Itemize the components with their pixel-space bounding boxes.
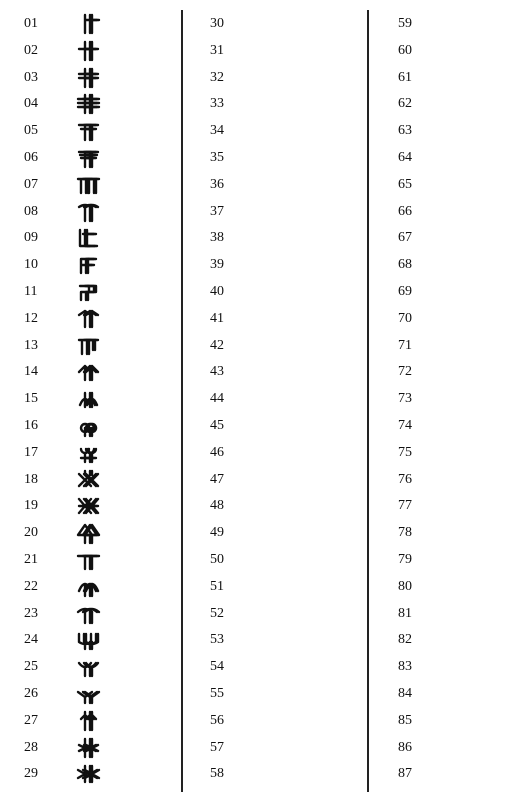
sign-number: 72 bbox=[398, 364, 412, 380]
sign-row bbox=[24, 492, 184, 519]
sign-number: 16 bbox=[24, 418, 38, 433]
sign-number: 70 bbox=[398, 310, 412, 326]
sign-number: 14 bbox=[24, 364, 38, 380]
sign-number: 64 bbox=[398, 150, 412, 165]
ancient-sign-glyph bbox=[80, 468, 104, 492]
ancient-sign-glyph bbox=[80, 521, 104, 545]
sign-row bbox=[210, 171, 370, 198]
sign-row bbox=[210, 332, 370, 359]
sign-row bbox=[398, 546, 531, 573]
sign-number: 36 bbox=[210, 176, 224, 192]
sign-number: 43 bbox=[210, 364, 224, 380]
sign-row bbox=[210, 10, 370, 37]
sign-row bbox=[210, 653, 370, 680]
ancient-sign-glyph bbox=[80, 709, 104, 733]
sign-number: 87 bbox=[398, 766, 412, 782]
sign-number: 65 bbox=[398, 176, 412, 192]
sign-row bbox=[398, 171, 531, 198]
sign-number: 25 bbox=[24, 659, 38, 675]
sign-row bbox=[210, 278, 370, 305]
sign-row bbox=[398, 90, 531, 117]
sign-row bbox=[210, 117, 370, 144]
sign-number: 37 bbox=[210, 203, 224, 219]
sign-number: 32 bbox=[210, 69, 224, 85]
sign-number: 57 bbox=[210, 739, 224, 755]
sign-row bbox=[398, 492, 531, 519]
sign-row bbox=[398, 358, 531, 385]
sign-number: 80 bbox=[398, 578, 412, 594]
sign-number: 13 bbox=[24, 337, 38, 353]
sign-row bbox=[398, 117, 531, 144]
sign-row bbox=[24, 653, 184, 680]
ancient-sign-glyph bbox=[80, 280, 104, 304]
sign-number: 54 bbox=[210, 659, 224, 675]
sign-number: 81 bbox=[398, 605, 412, 621]
sign-row bbox=[210, 37, 370, 64]
sign-number: 41 bbox=[210, 310, 224, 326]
sign-number: 15 bbox=[24, 391, 38, 407]
sign-row bbox=[24, 412, 184, 439]
sign-row bbox=[24, 64, 184, 91]
sign-row bbox=[24, 546, 184, 573]
sign-row bbox=[24, 251, 184, 278]
sign-row bbox=[210, 198, 370, 225]
sign-number: 85 bbox=[398, 712, 412, 728]
ancient-sign-glyph bbox=[80, 548, 104, 572]
sign-number: 38 bbox=[210, 230, 224, 246]
sign-row bbox=[24, 171, 184, 198]
sign-number: 12 bbox=[24, 310, 38, 326]
sign-row bbox=[398, 573, 531, 600]
sign-row bbox=[398, 519, 531, 546]
sign-row bbox=[24, 519, 184, 546]
sign-number: 06 bbox=[24, 150, 38, 165]
sign-row bbox=[24, 117, 184, 144]
sign-number: 45 bbox=[210, 418, 224, 433]
sign-row bbox=[210, 707, 370, 734]
column-divider-1 bbox=[181, 10, 183, 792]
sign-number: 23 bbox=[24, 605, 38, 621]
sign-number: 82 bbox=[398, 632, 412, 648]
sign-row bbox=[398, 439, 531, 466]
sign-row bbox=[398, 198, 531, 225]
ancient-sign-glyph bbox=[80, 200, 104, 224]
sign-row bbox=[210, 144, 370, 171]
sign-number: 11 bbox=[24, 284, 38, 299]
sign-row bbox=[398, 466, 531, 493]
sign-number: 62 bbox=[398, 96, 412, 112]
sign-number: 05 bbox=[24, 123, 38, 139]
sign-row bbox=[24, 90, 184, 117]
sign-row bbox=[210, 64, 370, 91]
sign-number: 66 bbox=[398, 203, 412, 219]
sign-row bbox=[210, 492, 370, 519]
sign-row bbox=[210, 760, 370, 787]
sign-number: 61 bbox=[398, 69, 412, 85]
sign-number: 48 bbox=[210, 498, 224, 514]
ancient-sign-glyph bbox=[80, 762, 104, 786]
ancient-sign-glyph bbox=[80, 387, 104, 411]
sign-row bbox=[24, 10, 184, 37]
sign-row bbox=[210, 573, 370, 600]
sign-number: 78 bbox=[398, 525, 412, 541]
sign-row bbox=[398, 305, 531, 332]
sign-row bbox=[210, 224, 370, 251]
sign-row bbox=[24, 680, 184, 707]
sign-row bbox=[398, 600, 531, 627]
sign-number: 46 bbox=[210, 444, 224, 460]
sign-row bbox=[398, 680, 531, 707]
sign-number: 49 bbox=[210, 525, 224, 541]
sign-row bbox=[210, 412, 370, 439]
sign-row bbox=[210, 439, 370, 466]
ancient-sign-glyph bbox=[80, 39, 104, 63]
sign-row bbox=[24, 734, 184, 761]
sign-row bbox=[210, 546, 370, 573]
sign-number: 83 bbox=[398, 659, 412, 675]
ancient-sign-glyph bbox=[80, 226, 104, 250]
sign-number: 40 bbox=[210, 284, 224, 299]
sign-number: 51 bbox=[210, 578, 224, 594]
sign-number: 42 bbox=[210, 337, 224, 353]
ancient-sign-glyph bbox=[80, 628, 104, 652]
sign-row bbox=[24, 626, 184, 653]
sign-row bbox=[398, 653, 531, 680]
sign-number: 34 bbox=[210, 123, 224, 139]
sign-number: 19 bbox=[24, 498, 38, 514]
sign-number: 01 bbox=[24, 16, 38, 31]
ancient-sign-glyph bbox=[80, 441, 104, 465]
ancient-sign-glyph bbox=[80, 494, 104, 518]
sign-number: 35 bbox=[210, 150, 224, 165]
sign-row bbox=[398, 760, 531, 787]
sign-number: 24 bbox=[24, 632, 38, 648]
sign-number: 04 bbox=[24, 96, 38, 112]
sign-number: 56 bbox=[210, 712, 224, 728]
ancient-sign-glyph bbox=[80, 655, 104, 679]
sign-row bbox=[210, 626, 370, 653]
sign-row bbox=[210, 600, 370, 627]
sign-row bbox=[24, 224, 184, 251]
column-divider-2 bbox=[367, 10, 369, 792]
sign-number: 58 bbox=[210, 766, 224, 782]
sign-number: 18 bbox=[24, 471, 38, 487]
sign-number: 28 bbox=[24, 739, 38, 755]
sign-row bbox=[398, 332, 531, 359]
sign-number: 68 bbox=[398, 257, 412, 273]
sign-number: 75 bbox=[398, 444, 412, 460]
sign-row bbox=[210, 519, 370, 546]
sign-number: 74 bbox=[398, 418, 412, 433]
sign-row bbox=[24, 332, 184, 359]
sign-number: 39 bbox=[210, 257, 224, 273]
sign-row bbox=[24, 573, 184, 600]
sign-row bbox=[398, 626, 531, 653]
sign-row bbox=[398, 734, 531, 761]
sign-number: 59 bbox=[398, 16, 412, 31]
ancient-sign-glyph bbox=[80, 66, 104, 90]
sign-row bbox=[24, 707, 184, 734]
ancient-sign-glyph bbox=[80, 736, 104, 760]
ancient-sign-glyph bbox=[80, 334, 104, 358]
sign-row bbox=[398, 64, 531, 91]
sign-number: 44 bbox=[210, 391, 224, 407]
sign-number: 76 bbox=[398, 471, 412, 487]
ancient-sign-glyph bbox=[80, 146, 104, 170]
sign-number: 55 bbox=[210, 686, 224, 701]
sign-number: 77 bbox=[398, 498, 412, 514]
ancient-sign-glyph bbox=[80, 12, 104, 36]
sign-number: 47 bbox=[210, 471, 224, 487]
sign-number: 03 bbox=[24, 69, 38, 85]
sign-row bbox=[398, 412, 531, 439]
sign-row bbox=[210, 358, 370, 385]
sign-row bbox=[24, 600, 184, 627]
sign-number: 10 bbox=[24, 257, 38, 273]
ancient-sign-glyph bbox=[80, 602, 104, 626]
ancient-sign-glyph bbox=[80, 360, 104, 384]
sign-row bbox=[24, 439, 184, 466]
ancient-sign-glyph bbox=[80, 682, 104, 706]
ancient-sign-glyph bbox=[80, 575, 104, 599]
sign-row bbox=[210, 734, 370, 761]
sign-number: 27 bbox=[24, 712, 38, 728]
sign-number: 69 bbox=[398, 284, 412, 299]
ancient-sign-glyph bbox=[80, 119, 104, 143]
sign-number: 29 bbox=[24, 766, 38, 782]
sign-number: 63 bbox=[398, 123, 412, 139]
sign-row bbox=[24, 466, 184, 493]
sign-row bbox=[24, 358, 184, 385]
ancient-sign-glyph bbox=[80, 307, 104, 331]
sign-number: 73 bbox=[398, 391, 412, 407]
sign-row bbox=[24, 278, 184, 305]
ancient-sign-glyph bbox=[80, 253, 104, 277]
sign-row bbox=[210, 680, 370, 707]
sign-row bbox=[398, 224, 531, 251]
sign-row bbox=[398, 37, 531, 64]
sign-row bbox=[398, 251, 531, 278]
sign-row bbox=[398, 707, 531, 734]
sign-number: 20 bbox=[24, 525, 38, 541]
sign-row bbox=[398, 144, 531, 171]
sign-number: 79 bbox=[398, 552, 412, 567]
sign-row bbox=[398, 278, 531, 305]
sign-number: 09 bbox=[24, 230, 38, 246]
sign-row bbox=[24, 198, 184, 225]
sign-row bbox=[24, 37, 184, 64]
sign-number: 08 bbox=[24, 203, 38, 219]
sign-row bbox=[210, 90, 370, 117]
sign-number: 84 bbox=[398, 686, 412, 701]
sign-number: 53 bbox=[210, 632, 224, 648]
sign-number: 33 bbox=[210, 96, 224, 112]
sign-row bbox=[210, 305, 370, 332]
sign-row bbox=[24, 760, 184, 787]
sign-row bbox=[210, 251, 370, 278]
sign-number: 50 bbox=[210, 552, 224, 567]
sign-number: 86 bbox=[398, 739, 412, 755]
sign-row bbox=[24, 305, 184, 332]
ancient-sign-glyph bbox=[80, 92, 104, 116]
sign-row bbox=[210, 466, 370, 493]
sign-number: 71 bbox=[398, 337, 412, 353]
sign-row bbox=[24, 144, 184, 171]
sign-number: 60 bbox=[398, 42, 412, 58]
sign-number: 21 bbox=[24, 552, 38, 567]
sign-row bbox=[398, 385, 531, 412]
sign-number: 26 bbox=[24, 686, 38, 701]
sign-number: 22 bbox=[24, 578, 38, 594]
ancient-sign-glyph bbox=[80, 173, 104, 197]
sign-number: 02 bbox=[24, 42, 38, 58]
sign-row bbox=[210, 385, 370, 412]
sign-number: 07 bbox=[24, 176, 38, 192]
sign-row bbox=[24, 385, 184, 412]
sign-number: 67 bbox=[398, 230, 412, 246]
sign-row bbox=[398, 10, 531, 37]
sign-number: 52 bbox=[210, 605, 224, 621]
sign-number: 31 bbox=[210, 42, 224, 58]
sign-number: 17 bbox=[24, 444, 38, 460]
sign-number: 30 bbox=[210, 16, 224, 31]
ancient-sign-glyph bbox=[80, 414, 104, 438]
